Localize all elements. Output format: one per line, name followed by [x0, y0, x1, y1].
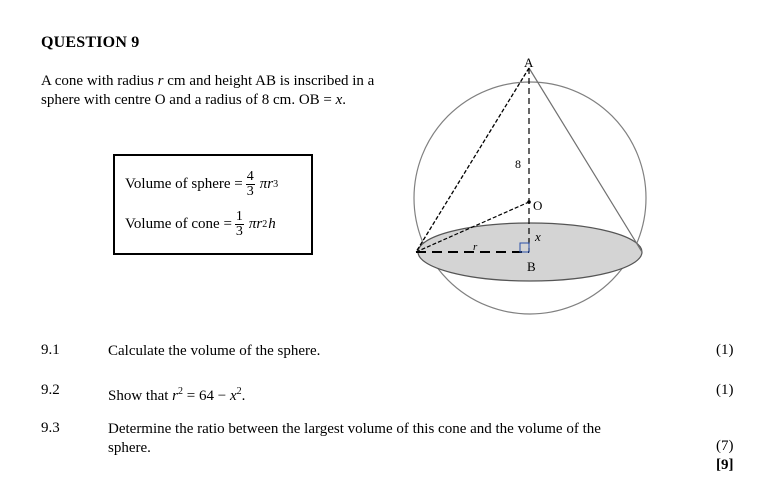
question-number-9-3: 9.3	[41, 420, 60, 436]
marks-9-1: (1)	[716, 342, 734, 358]
question-text-9-2: Show that $r^2 = 64 - x^2$.	[108, 386, 246, 404]
marks-9-2: (1)	[716, 382, 734, 398]
question-text-9-1: Calculate the volume of the sphere.	[108, 343, 321, 359]
intro-line-1: A cone with radius r cm and height AB is inscribed in a	[41, 73, 375, 89]
sphere-cone-diagram	[405, 58, 655, 338]
label-B: B	[527, 259, 536, 274]
label-x: x	[535, 229, 541, 244]
total-marks: [9]	[716, 457, 734, 473]
centre-point-O	[527, 200, 531, 204]
label-A: A	[524, 58, 534, 70]
fraction-one-third: $\frac{1}{3}$	[235, 209, 243, 239]
cone-formula-label: Volume of cone =	[125, 216, 232, 232]
intro-line-2: sphere with centre O and a radius of 8 cm. OB = x.	[41, 92, 347, 108]
cone-volume-formula: Volume of cone = $\frac{1}{3}$ πr 2 h	[125, 209, 276, 239]
question-number-9-1: 9.1	[41, 342, 60, 358]
formula-box	[113, 154, 313, 255]
fraction-four-thirds: $\frac{4}{3}$	[246, 169, 254, 199]
question-number-9-2: 9.2	[41, 382, 60, 398]
question-title: QUESTION 9	[41, 34, 140, 51]
question-intro	[41, 72, 461, 110]
sphere-formula-label: Volume of sphere =	[125, 176, 243, 192]
label-8: 8	[515, 157, 521, 171]
question-text-9-3: Determine the ratio between the largest volume of this cone and the volume of the sphere.	[108, 421, 601, 456]
sphere-volume-formula: Volume of sphere = $\frac{4}{3}$ πr 3	[125, 169, 279, 199]
label-r: r	[473, 241, 478, 253]
label-O: O	[533, 198, 543, 213]
marks-9-3: (7)	[716, 438, 734, 454]
